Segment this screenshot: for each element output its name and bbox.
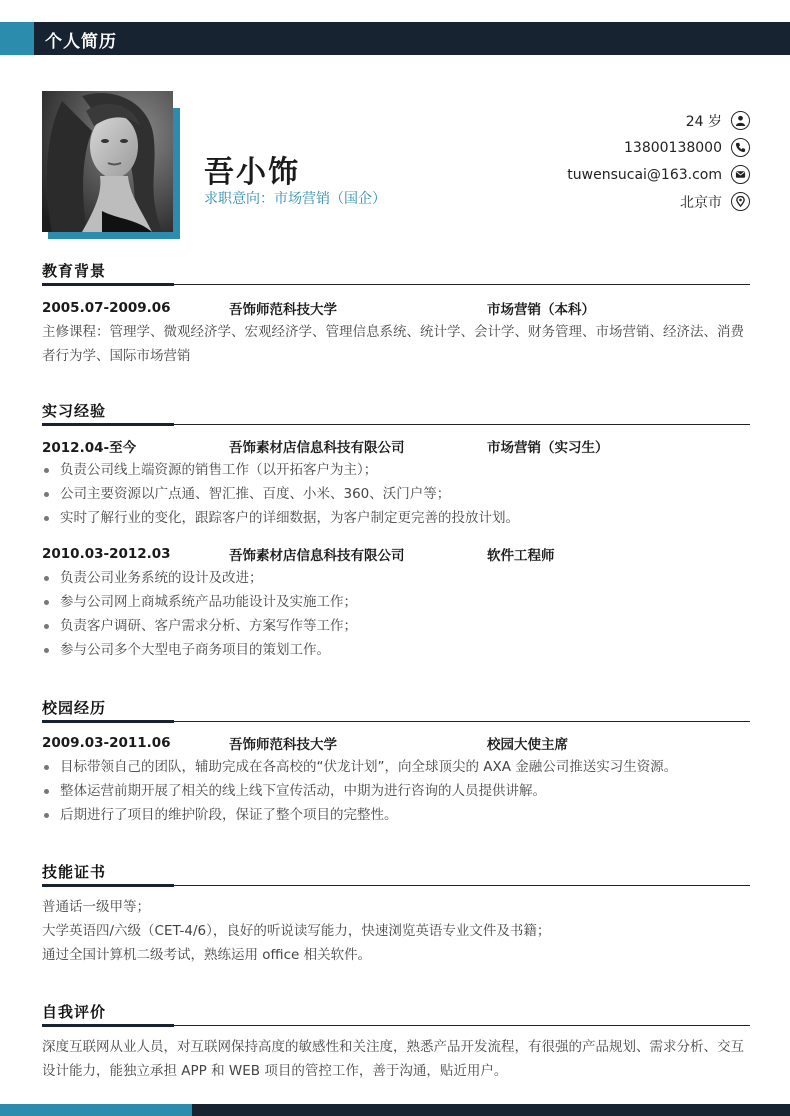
contact-info [450, 107, 750, 215]
entry-school: 吾饰师范科技大学 [229, 737, 337, 753]
contact-location [450, 188, 750, 215]
section-divider [42, 1024, 750, 1026]
list-item: 目标带领自己的团队，辅助完成在各高校的“伏龙计划”，向全球顶尖的 AXA 金融公司推送实习生资源。 [42, 755, 750, 779]
internship-section [42, 400, 750, 662]
section-title: 实习经验 [42, 402, 107, 420]
list-item: 负责公司业务系统的设计及改进； [42, 566, 750, 590]
entry-role: 校园大使主席 [487, 737, 568, 753]
duty-list [42, 755, 750, 827]
profile-photo-frame [42, 91, 180, 239]
section-divider [42, 884, 750, 886]
list-item: 参与公司多个大型电子商务项目的策划工作。 [42, 638, 750, 662]
section-title: 技能证书 [42, 863, 107, 881]
contact-email [450, 161, 750, 188]
skill-line: 普通话一级甲等； [42, 899, 150, 915]
section-divider [42, 423, 750, 425]
entry-role: 市场营销（实习生） [487, 440, 609, 456]
campus-section [42, 697, 750, 827]
candidate-name: 吾小饰 [204, 155, 300, 190]
user-icon [731, 111, 750, 130]
list-item: 实时了解行业的变化，跟踪客户的详细数据，为客户制定更完善的投放计划。 [42, 506, 750, 530]
entry-header [42, 731, 750, 755]
entry-date: 2012.04-至今 [42, 440, 137, 456]
duty-list [42, 458, 750, 530]
portrait-image [42, 91, 173, 232]
footer-accent [0, 1104, 192, 1116]
entry-header [42, 296, 750, 320]
header-bar [0, 22, 790, 55]
list-item: 整体运营前期开展了相关的线上线下宣传活动，中期为进行咨询的人员提供讲解。 [42, 779, 750, 803]
section-divider [42, 720, 750, 722]
entry-role: 软件工程师 [487, 548, 555, 564]
entry-company: 吾饰素材店信息科技有限公司 [229, 440, 405, 456]
list-item: 参与公司网上商城系统产品功能设计及实施工作； [42, 590, 750, 614]
list-item: 负责公司线上端资源的销售工作（以开拓客户为主）； [42, 458, 750, 482]
phone-text: 13800138000 [624, 139, 722, 156]
education-section [42, 260, 750, 368]
entry-header [42, 434, 750, 458]
entry-date: 2009.03-2011.06 [42, 735, 171, 751]
list-item: 公司主要资源以广点通、智汇推、百度、小米、360、沃门户等； [42, 482, 750, 506]
email-icon [731, 165, 750, 184]
skills-section [42, 861, 750, 967]
list-item: 后期进行了项目的维护阶段，保证了整个项目的完整性。 [42, 803, 750, 827]
location-text: 北京市 [680, 194, 722, 211]
contact-age [450, 107, 750, 134]
skill-line: 大学英语四/六级（CET-4/6），良好的听说读写能力，快速浏览英语专业文件及书籍； [42, 923, 551, 939]
phone-icon [731, 138, 750, 157]
profile-photo [42, 91, 173, 232]
section-title: 教育背景 [42, 262, 107, 280]
section-title: 自我评价 [42, 1003, 107, 1021]
entry-school: 吾饰师范科技大学 [229, 302, 337, 318]
entry-header [42, 542, 750, 566]
footer-bar [0, 1104, 790, 1116]
section-title: 校园经历 [42, 699, 107, 717]
list-item: 负责客户调研、客户需求分析、方案写作等工作； [42, 614, 750, 638]
courses-text: 主修课程：管理学、微观经济学、宏观经济学、管理信息系统、统计学、会计学、财务管理、市场营销、经济法、消费者行为学、国际市场营销 [42, 324, 744, 364]
section-divider [42, 283, 750, 285]
self-eval-section [42, 1001, 750, 1083]
page-title: 个人简历 [45, 32, 117, 52]
location-icon [731, 192, 750, 211]
self-eval-text: 深度互联网从业人员，对互联网保持高度的敏感性和关注度，熟悉产品开发流程，有很强的产品规划、需求分析、交互设计能力，能独立承担 APP 和 WEB 项目的管控工作，善于沟通，贴近用户。 [42, 1039, 744, 1079]
age-text: 24 岁 [685, 113, 722, 130]
header-accent [0, 22, 34, 55]
entry-date: 2010.03-2012.03 [42, 546, 171, 562]
duty-list [42, 566, 750, 662]
entry-company: 吾饰素材店信息科技有限公司 [229, 548, 405, 564]
contact-phone [450, 134, 750, 161]
job-intent: 求职意向：市场营销（国企） [204, 191, 386, 207]
skill-line: 通过全国计算机二级考试，熟练运用 office 相关软件。 [42, 947, 372, 963]
entry-date: 2005.07-2009.06 [42, 300, 171, 316]
email-text: tuwensucai@163.com [567, 166, 722, 183]
entry-major: 市场营销（本科） [487, 302, 595, 318]
